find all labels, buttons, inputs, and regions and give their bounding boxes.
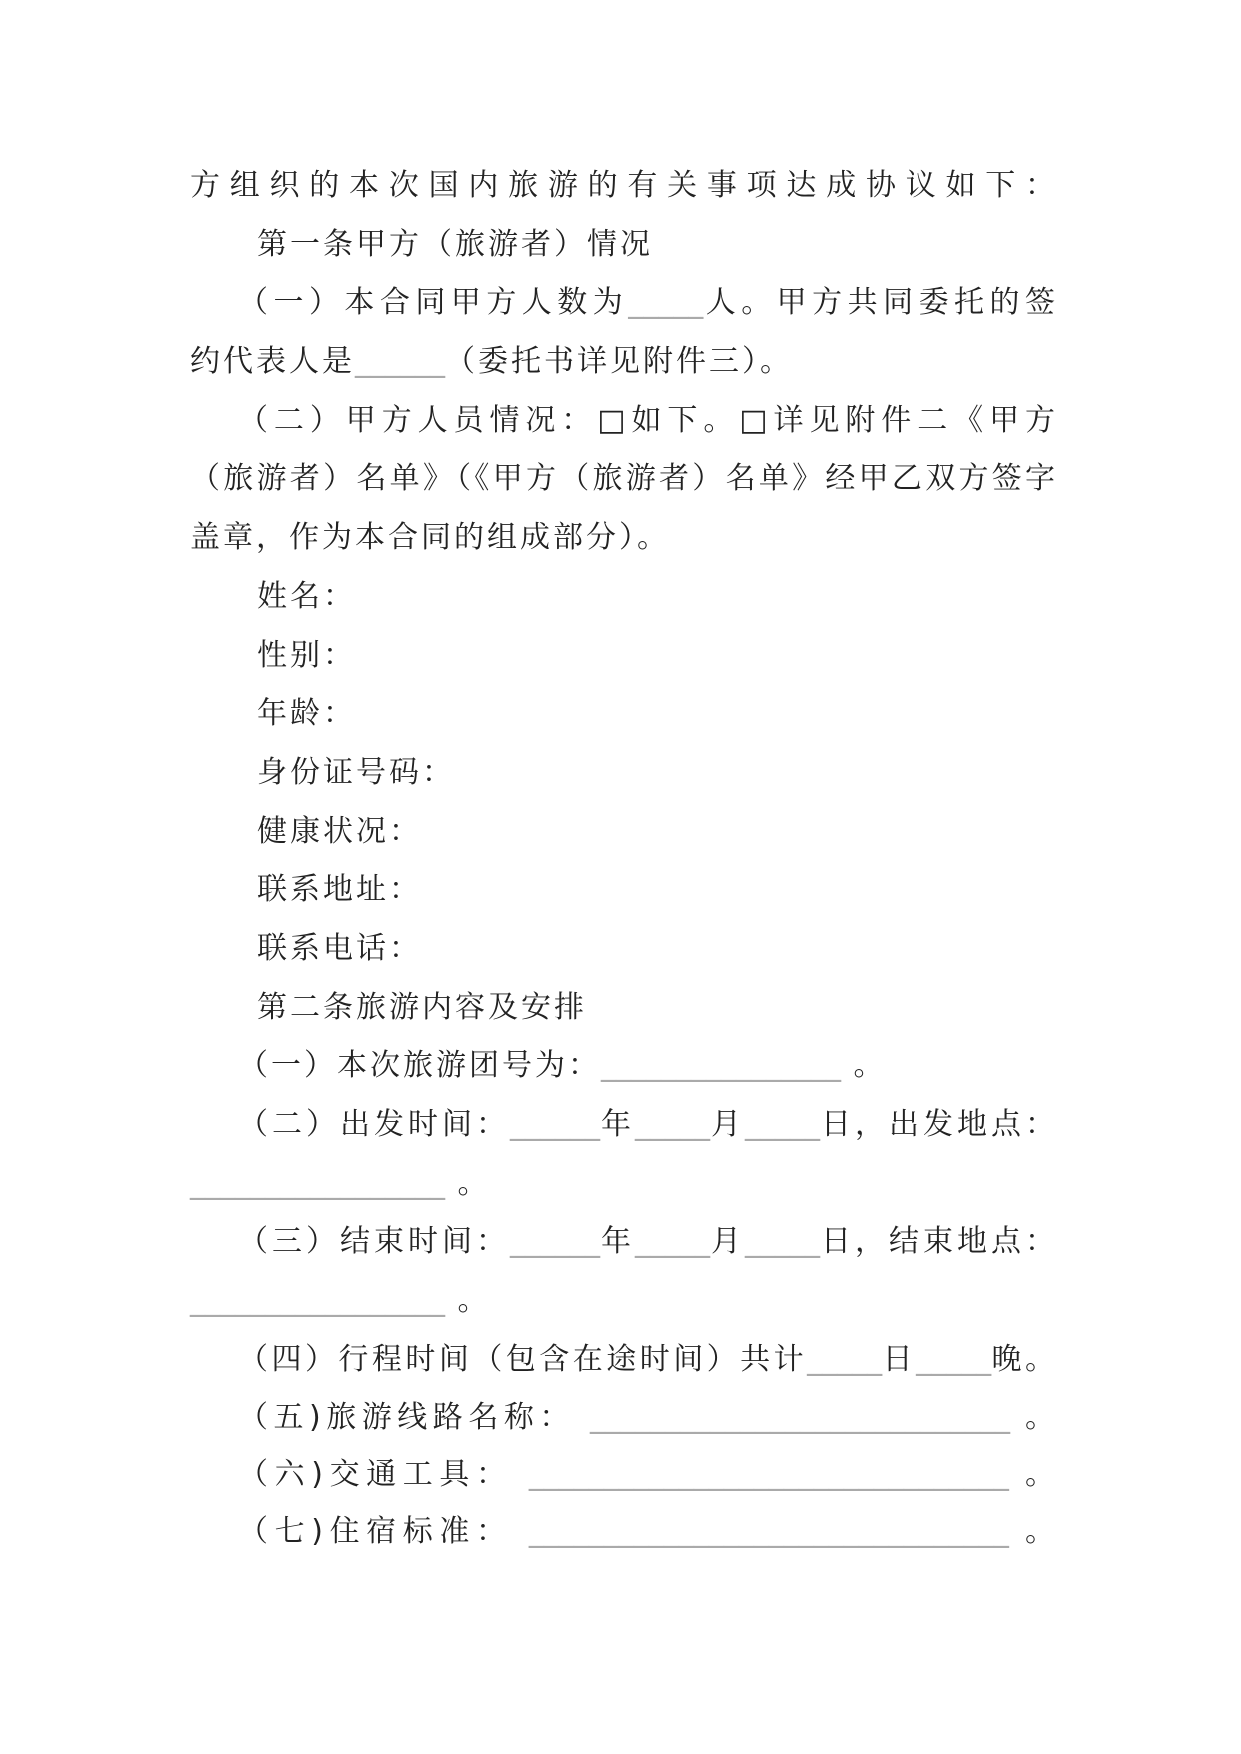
text-segment: 性别： [257, 637, 356, 673]
text-segment: 方组织的本次国内旅游的有关事项达成协议如下： [190, 168, 1058, 203]
text-segment: 日，出发地点： [820, 1107, 1058, 1142]
fill-in-blank: _____ [628, 285, 704, 321]
contract-page [190, 157, 1058, 1560]
fill-in-blank: ________________ [601, 1048, 841, 1084]
text-segment: （二）甲方人员情况：□如下。□详见附件二《甲方 [238, 402, 1058, 438]
text-segment: 年 [600, 1224, 635, 1260]
article-1-heading [190, 216, 1058, 275]
fill-in-blank: _____ [745, 1224, 820, 1260]
text-segment: 约代表人是 [190, 344, 355, 380]
fill-in-blank: _________________ [190, 1165, 445, 1201]
field-name [190, 568, 1058, 627]
fill-in-blank: _____ [916, 1341, 992, 1377]
text-segment: 日，结束地点： [820, 1224, 1058, 1260]
text-segment: 晚。 [991, 1341, 1059, 1377]
text-segment: 。 [841, 1048, 887, 1084]
fill-in-blank: ______ [355, 344, 445, 380]
fill-in-blank: ____________________________ [589, 1400, 1010, 1436]
text-segment: （三）结束时间： [238, 1224, 510, 1260]
field-address [190, 861, 1058, 920]
fill-in-blank: _________________ [190, 1283, 445, 1319]
text-segment: 人。甲方共同委托的签 [703, 285, 1059, 321]
clause-1-2-cont [190, 450, 1058, 509]
text-segment: 联系地址： [257, 872, 422, 908]
text-segment: （二）出发时间： [238, 1107, 510, 1142]
field-health [190, 803, 1058, 862]
clause-2-6 [190, 1446, 1058, 1503]
clause-2-3-cont [190, 1272, 1058, 1331]
clause-2-1 [190, 1037, 1058, 1096]
article-2-heading [190, 979, 1058, 1038]
text-segment: 。 [1009, 1400, 1058, 1436]
text-segment: （四）行程时间（包含在途时间）共计 [238, 1341, 808, 1377]
text-segment: （七)住宿标准： [238, 1514, 529, 1550]
text-segment: 身份证号码： [257, 754, 455, 790]
text-segment: （一）本次旅游团号为： [238, 1048, 601, 1084]
text-segment: 第一条甲方（旅游者）情况 [257, 226, 653, 262]
text-segment: 联系电话： [257, 930, 422, 966]
text-segment: （六)交通工具： [238, 1457, 529, 1493]
text-segment: 。 [445, 1165, 491, 1201]
fill-in-blank: ______ [510, 1224, 600, 1260]
text-segment: 姓名： [257, 578, 356, 614]
clause-2-2 [190, 1096, 1058, 1155]
field-phone [190, 920, 1058, 979]
field-gender [190, 627, 1058, 686]
text-segment: 月 [710, 1224, 745, 1260]
clause-2-4 [190, 1331, 1058, 1390]
clause-2-5 [190, 1389, 1058, 1446]
clause-1-2 [190, 392, 1058, 451]
clause-1-2-end [190, 509, 1058, 568]
clause-1-1 [190, 274, 1058, 333]
text-segment: 。 [1008, 1514, 1058, 1550]
clause-2-3 [190, 1213, 1058, 1272]
fill-in-blank: _____ [635, 1224, 710, 1260]
fill-in-blank: ________________________________ [528, 1457, 1009, 1493]
fill-in-blank: _____ [635, 1107, 710, 1142]
text-segment: 健康状况： [257, 813, 422, 849]
clause-2-7 [190, 1503, 1058, 1560]
text-segment: 。 [445, 1283, 491, 1319]
text-segment: 年龄： [257, 696, 356, 732]
intro-line [190, 157, 1058, 216]
fill-in-blank: _____ [807, 1341, 883, 1377]
text-segment: 第二条旅游内容及安排 [257, 989, 587, 1025]
text-segment: 盖章，作为本合同的组成部分）。 [190, 520, 670, 556]
fill-in-blank: _____ [745, 1107, 820, 1142]
field-age [190, 685, 1058, 744]
text-segment: 。 [1008, 1457, 1058, 1493]
clause-1-1-cont [190, 333, 1058, 392]
field-id-number [190, 744, 1058, 803]
text-segment: （委托书详见附件三）。 [445, 344, 793, 380]
fill-in-blank: ________________________________ [528, 1514, 1009, 1550]
clause-2-2-cont [190, 1155, 1058, 1214]
text-segment: （旅游者）名单》（《甲方（旅游者）名单》经甲乙双方签字 [190, 461, 1058, 497]
text-segment: 年 [600, 1107, 635, 1142]
text-segment: （五)旅游线路名称： [238, 1400, 590, 1436]
text-segment: 日 [882, 1341, 917, 1377]
text-segment: 月 [710, 1107, 745, 1142]
text-segment: （一）本合同甲方人数为 [238, 285, 629, 321]
fill-in-blank: ______ [510, 1107, 600, 1142]
